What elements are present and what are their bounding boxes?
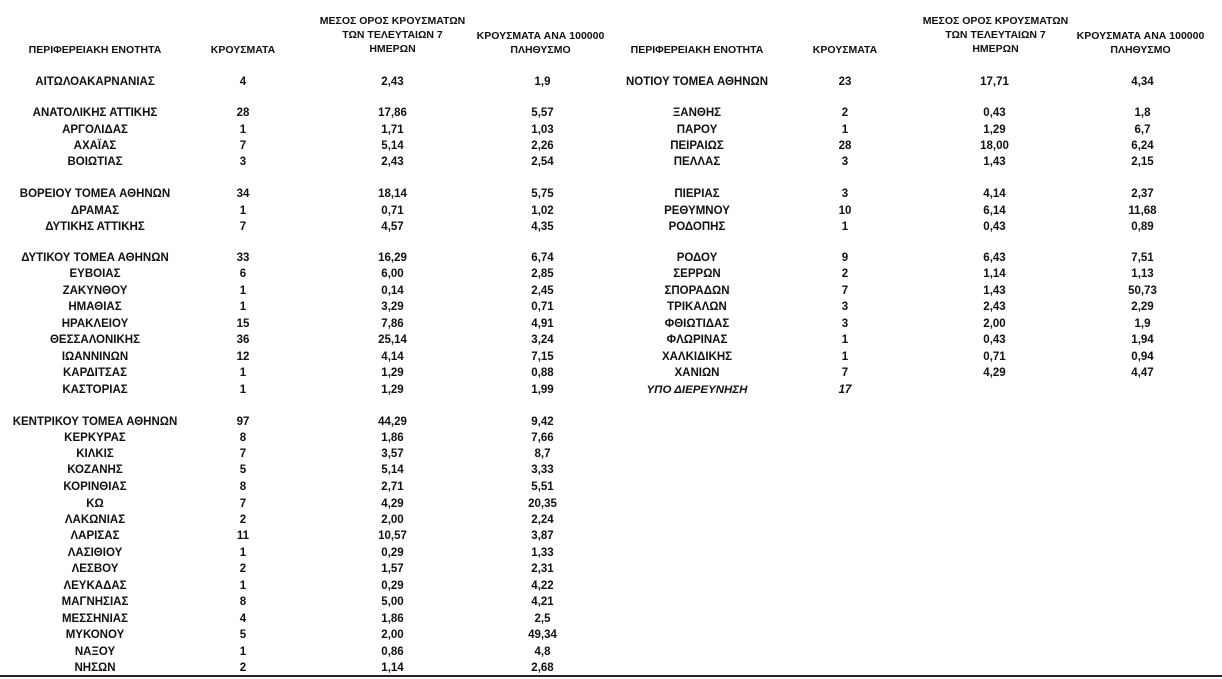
cell-cases: 1 [239,124,247,136]
cell-region: ΚΩ [86,498,104,510]
cell-avg7: 44,29 [378,416,407,428]
cell-region: ΛΑΣΙΘΙΟΥ [67,547,123,559]
header-per100k-line1: ΚΡΟΥΣΜΑΤΑ ΑΝΑ 100000 [1076,30,1205,42]
cell-cases: 1 [239,367,247,379]
cell-cases: 7 [239,221,247,233]
cell-avg7: 2,00 [381,629,404,641]
cell-avg7: 6,00 [381,268,404,280]
cell-cases: 3 [841,318,849,330]
cell-avg7: 25,14 [378,334,407,346]
cell-cases: 7 [841,285,849,297]
cell-cases: 3 [239,156,247,168]
cell-per100k: 2,45 [531,285,554,297]
cell-per100k: 2,5 [534,613,551,625]
cell-avg7: 18,00 [980,140,1009,152]
cell-cases: 2 [239,514,247,526]
cell-cases: 12 [236,351,250,363]
cell-avg7: 0,29 [381,547,404,559]
cell-avg7: 1,29 [983,124,1006,136]
cell-avg7: 2,71 [381,481,404,493]
cell-avg7: 1,71 [381,124,404,136]
cell-avg7: 17,71 [980,76,1009,88]
cell-avg7: 0,14 [381,285,404,297]
cell-avg7: 4,57 [381,221,404,233]
cell-region: ΚΑΡΔΙΤΣΑΣ [62,367,128,379]
cell-cases: 1 [841,124,849,136]
cell-region: ΡΟΔΟΠΗΣ [668,221,726,233]
cell-per100k: 2,15 [1131,156,1154,168]
cell-cases: 10 [838,205,852,217]
cell-region: ΣΕΡΡΩΝ [673,268,721,280]
cell-region: ΑΡΓΟΛΙΔΑΣ [62,124,128,136]
cell-cases: 3 [841,301,849,313]
cell-avg7: 2,43 [983,301,1006,313]
cell-per100k: 9,42 [531,416,554,428]
cell-avg7: 0,86 [381,646,404,658]
cell-avg7: 4,29 [381,498,404,510]
cell-cases: 1 [239,547,247,559]
cell-cases: 15 [236,318,250,330]
header-avg7-line3: ΗΜΕΡΩΝ [369,43,416,55]
cell-per100k: 2,37 [1131,188,1154,200]
cell-per100k: 1,94 [1131,334,1154,346]
cell-per100k: 0,88 [531,367,554,379]
cell-cases: 6 [239,268,247,280]
cell-avg7: 2,43 [381,156,404,168]
cell-region: ΤΡΙΚΑΛΩΝ [667,301,727,313]
header-avg7-line2: ΤΩΝ ΤΕΛΕΥΤΑΙΩΝ 7 [342,29,443,41]
cell-cases: 8 [239,432,247,444]
cell-per100k: 49,34 [528,629,557,641]
header-avg7-line3: ΗΜΕΡΩΝ [972,43,1019,55]
cell-avg7: 3,29 [381,301,404,313]
cell-cases: 5 [239,464,247,476]
cell-avg7: 1,14 [983,268,1006,280]
cell-avg7: 1,14 [381,662,404,674]
cell-per100k: 1,13 [1131,268,1154,280]
cell-per100k: 6,7 [1134,124,1151,136]
cell-avg7: 1,86 [381,613,404,625]
cell-per100k: 20,35 [528,498,557,510]
cell-avg7: 0,43 [983,107,1006,119]
cell-avg7: 1,43 [983,156,1006,168]
cell-region: ΡΟΔΟΥ [676,252,718,264]
cell-region: ΔΥΤΙΚΟΥ ΤΟΜΕΑ ΑΘΗΝΩΝ [21,252,169,264]
cell-cases: 8 [239,481,247,493]
header-avg7-right [913,14,1078,56]
cell-per100k: 7,66 [531,432,554,444]
cell-region: ΜΥΚΟΝΟΥ [65,629,125,641]
cell-avg7: 2,00 [381,514,404,526]
cell-region: ΒΟΙΩΤΙΑΣ [67,156,123,168]
cell-cases: 9 [841,252,849,264]
cell-per100k: 1,03 [531,124,554,136]
cell-cases: 1 [239,205,247,217]
cell-region: ΑΙΤΩΛΟΑΚΑΡΝΑΝΙΑΣ [35,76,155,88]
cell-per100k: 3,24 [531,334,554,346]
cell-avg7: 10,57 [378,530,407,542]
cell-per100k: 5,75 [531,188,554,200]
cell-per100k: 5,57 [531,107,554,119]
cell-per100k: 1,99 [531,384,554,396]
header-per100k-line2: ΠΛΗΘΥΣΜΟ [510,44,571,56]
cell-cases: 1 [239,646,247,658]
cell-per100k: 0,89 [1131,221,1154,233]
cell-avg7: 4,14 [381,351,404,363]
cell-cases: 1 [841,221,849,233]
cell-region: ΧΑΝΙΩΝ [674,367,720,379]
cell-per100k: 1,33 [531,547,554,559]
cell-region: ΠΑΡΟΥ [676,124,718,136]
cell-avg7: 5,14 [381,464,404,476]
cell-avg7: 16,29 [378,252,407,264]
cell-region: ΖΑΚΥΝΘΟΥ [62,285,128,297]
cell-per100k: 4,8 [534,646,551,658]
cell-region: ΣΠΟΡΑΔΩΝ [664,285,730,297]
cell-cases: 1 [841,351,849,363]
cell-avg7: 5,00 [381,596,404,608]
cell-region: ΒΟΡΕΙΟΥ ΤΟΜΕΑ ΑΘΗΝΩΝ [19,188,171,200]
cell-cases: 3 [841,188,849,200]
cell-region: ΝΑΞΟΥ [74,646,116,658]
cell-region: ΚΑΣΤΟΡΙΑΣ [62,384,128,396]
cell-avg7: 7,86 [381,318,404,330]
cell-avg7: 3,57 [381,448,404,460]
cell-cases: 1 [239,384,247,396]
cell-region: ΗΡΑΚΛΕΙΟΥ [61,318,129,330]
cell-per100k: 1,9 [534,76,551,88]
header-cases-right: ΚΡΟΥΣΜΑΤΑ [812,44,878,56]
cell-cases: 7 [841,367,849,379]
cell-per100k: 4,21 [531,596,554,608]
cell-per100k: 2,26 [531,140,554,152]
cell-region: ΔΥΤΙΚΗΣ ΑΤΤΙΚΗΣ [45,221,145,233]
cell-region: ΧΑΛΚΙΔΙΚΗΣ [661,351,733,363]
cell-per100k: 2,54 [531,156,554,168]
cell-avg7: 5,14 [381,140,404,152]
cell-region: ΠΕΙΡΑΙΩΣ [670,140,724,152]
cell-avg7: 17,86 [378,107,407,119]
header-per100k-line1: ΚΡΟΥΣΜΑΤΑ ΑΝΑ 100000 [476,30,605,42]
cell-per100k: 8,7 [534,448,551,460]
cell-region: ΑΧΑΪΑΣ [73,140,117,152]
cell-avg7: 18,14 [378,188,407,200]
cell-region: ΝΗΣΩΝ [74,662,116,674]
cell-per100k: 6,74 [531,252,554,264]
cell-per100k: 4,91 [531,318,554,330]
cell-region: ΑΝΑΤΟΛΙΚΗΣ ΑΤΤΙΚΗΣ [32,107,158,119]
cell-avg7: 1,29 [381,384,404,396]
cell-per100k: 11,68 [1128,205,1157,217]
cell-cases: 28 [236,107,250,119]
cell-cases: 7 [239,140,247,152]
cell-cases: 4 [239,613,247,625]
header-cases-left: ΚΡΟΥΣΜΑΤΑ [210,44,276,56]
header-region-right: ΠΕΡΙΦΕΡΕΙΑΚΗ ΕΝΟΤΗΤΑ [630,44,764,56]
cell-avg7: 6,43 [983,252,1006,264]
cell-avg7: 2,00 [983,318,1006,330]
cell-region: ΘΕΣΣΑΛΟΝΙΚΗΣ [49,334,141,346]
cell-cases: 1 [841,334,849,346]
cell-region: ΜΑΓΝΗΣΙΑΣ [61,596,129,608]
cell-region: ΦΘΙΩΤΙΔΑΣ [664,318,730,330]
cell-per100k: 2,68 [531,662,554,674]
cell-cases: 8 [239,596,247,608]
cell-region: ΛΕΣΒΟΥ [71,563,119,575]
cell-region: ΛΑΡΙΣΑΣ [70,530,120,542]
cell-region: ΚΟΖΑΝΗΣ [67,464,123,476]
cell-cases: 7 [239,498,247,510]
header-region-left: ΠΕΡΙΦΕΡΕΙΑΚΗ ΕΝΟΤΗΤΑ [28,44,162,56]
cell-region: ΗΜΑΘΙΑΣ [68,301,122,313]
cell-region: ΥΠΟ ΔΙΕΡΕΥΝΗΣΗ [646,384,748,396]
cell-cases: 1 [239,580,247,592]
cell-region: ΚΕΝΤΡΙΚΟΥ ΤΟΜΕΑ ΑΘΗΝΩΝ [12,416,178,428]
cell-per100k: 4,34 [1131,76,1154,88]
cell-avg7: 1,86 [381,432,404,444]
cell-per100k: 2,24 [531,514,554,526]
cell-cases: 23 [838,76,852,88]
cell-cases: 11 [236,530,250,542]
cell-avg7: 0,29 [381,580,404,592]
cell-region: ΛΑΚΩΝΙΑΣ [64,514,126,526]
cell-avg7: 2,43 [381,76,404,88]
cell-per100k: 4,47 [1131,367,1154,379]
cell-per100k: 3,87 [531,530,554,542]
cell-per100k: 7,15 [531,351,554,363]
cell-avg7: 0,43 [983,334,1006,346]
cell-avg7: 0,71 [983,351,1006,363]
cell-region: ΦΛΩΡΙΝΑΣ [666,334,728,346]
cell-cases: 28 [838,140,852,152]
cell-region: ΚΙΛΚΙΣ [76,448,114,460]
cell-region: ΠΕΛΛΑΣ [673,156,721,168]
cell-cases: 2 [841,107,849,119]
bottom-border [0,675,1222,677]
cell-cases: 1 [239,301,247,313]
cell-per100k: 3,33 [531,464,554,476]
cell-per100k: 4,22 [531,580,554,592]
cell-region: ΝΟΤΙΟΥ ΤΟΜΕΑ ΑΘΗΝΩΝ [625,76,769,88]
cell-per100k: 1,8 [1134,107,1151,119]
cell-cases: 2 [239,563,247,575]
cell-cases: 3 [841,156,849,168]
cell-region: ΚΕΡΚΥΡΑΣ [64,432,126,444]
cell-cases: 36 [236,334,250,346]
cell-cases: 97 [236,416,250,428]
cell-region: ΔΡΑΜΑΣ [70,205,120,217]
cell-region: ΙΩΑΝΝΙΝΩΝ [61,351,129,363]
cell-per100k: 6,24 [1131,140,1154,152]
header-avg7-line1: ΜΕΣΟΣ ΟΡΟΣ ΚΡΟΥΣΜΑΤΩΝ [922,15,1069,27]
header-avg7-line1: ΜΕΣΟΣ ΟΡΟΣ ΚΡΟΥΣΜΑΤΩΝ [319,15,466,27]
cell-cases: 1 [239,285,247,297]
cell-region: ΚΟΡΙΝΘΙΑΣ [63,481,127,493]
cell-region: ΛΕΥΚΑΔΑΣ [63,580,127,592]
cell-cases: 2 [841,268,849,280]
cell-avg7: 4,14 [983,188,1006,200]
header-per100k-right [1058,29,1222,57]
cell-avg7: 4,29 [983,367,1006,379]
cell-avg7: 1,29 [381,367,404,379]
cell-per100k: 2,29 [1131,301,1154,313]
cell-region: ΡΕΘΥΜΝΟΥ [664,205,730,217]
cell-avg7: 1,43 [983,285,1006,297]
cell-region: ΜΕΣΣΗΝΙΑΣ [61,613,129,625]
cell-cases: 4 [239,76,247,88]
cell-per100k: 1,9 [1134,318,1151,330]
cell-per100k: 0,94 [1131,351,1154,363]
cell-per100k: 2,31 [531,563,554,575]
cell-per100k: 4,35 [531,221,554,233]
cell-region: ΞΑΝΘΗΣ [672,107,722,119]
cell-cases: 7 [239,448,247,460]
cell-per100k: 5,51 [531,481,554,493]
cell-region: ΠΙΕΡΙΑΣ [674,188,720,200]
cell-per100k: 0,71 [531,301,554,313]
header-avg7-left [310,14,475,56]
cell-region: ΕΥΒΟΙΑΣ [69,268,121,280]
header-avg7-line2: ΤΩΝ ΤΕΛΕΥΤΑΙΩΝ 7 [945,29,1046,41]
cell-avg7: 0,71 [381,205,404,217]
cell-per100k: 1,02 [531,205,554,217]
header-per100k-left [458,29,623,57]
cell-per100k: 2,85 [531,268,554,280]
cell-cases: 5 [239,629,247,641]
cell-cases: 2 [239,662,247,674]
header-per100k-line2: ΠΛΗΘΥΣΜΟ [1110,44,1171,56]
cell-per100k: 50,73 [1128,285,1157,297]
cell-cases: 17 [838,384,852,396]
cell-avg7: 6,14 [983,205,1006,217]
cell-cases: 34 [236,188,250,200]
cell-avg7: 1,57 [381,563,404,575]
cell-avg7: 0,43 [983,221,1006,233]
cell-per100k: 7,51 [1131,252,1154,264]
cell-cases: 33 [236,252,250,264]
